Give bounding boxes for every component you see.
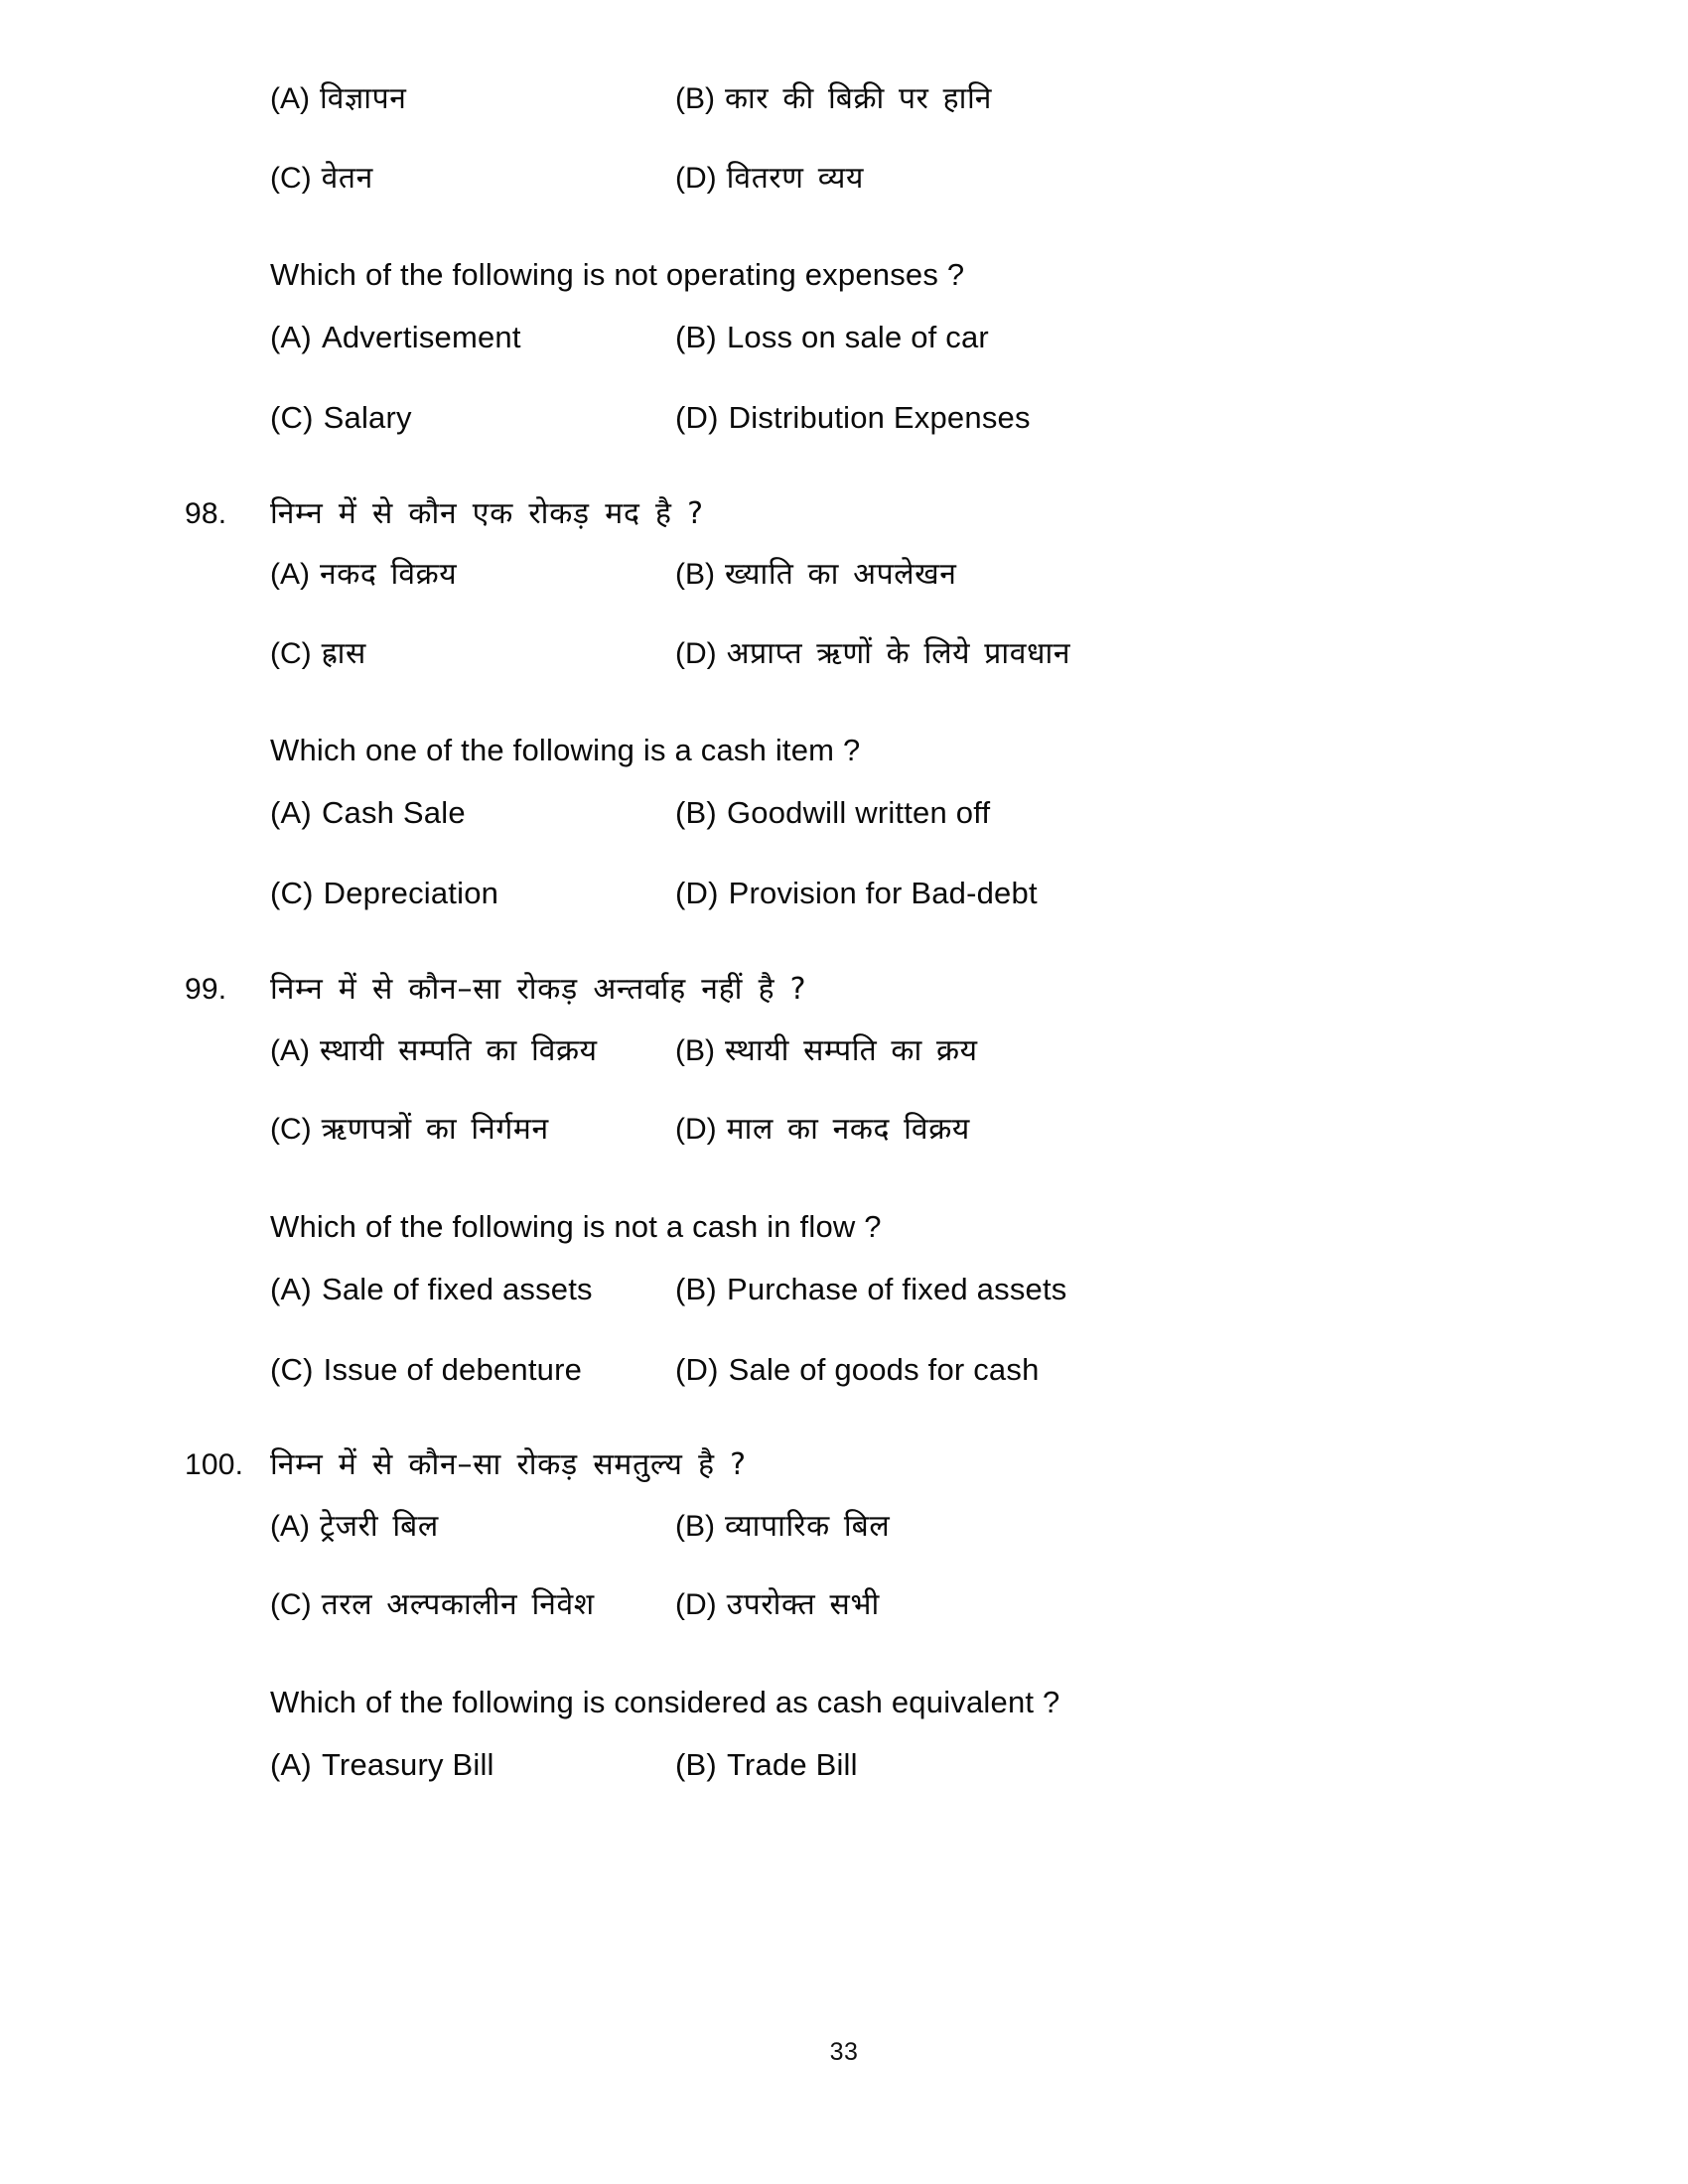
option-c[interactable] (270, 1566, 675, 1635)
option-label: (A) (270, 319, 312, 354)
option-b[interactable] (675, 1022, 1509, 1091)
option-text: Issue of debenture (323, 1351, 583, 1387)
option-text: Sale of goods for cash (728, 1351, 1040, 1387)
option-c[interactable] (270, 139, 675, 208)
option-text: कार की बिक्री पर हानि (725, 81, 992, 116)
option-a[interactable] (270, 308, 675, 378)
option-text: व्यापारिक बिल (725, 1508, 891, 1544)
option-text: ट्रेजरी बिल (320, 1508, 439, 1544)
question-block-99 (179, 968, 1509, 1400)
option-label: (B) (675, 1271, 717, 1306)
option-c[interactable] (270, 854, 675, 924)
option-text: Salary (323, 399, 412, 435)
option-a[interactable] (270, 545, 675, 614)
question-number: 99. (185, 973, 227, 1007)
options-english (270, 1260, 1509, 1401)
option-label: (A) (270, 82, 310, 115)
option-d[interactable] (675, 854, 1509, 924)
option-a[interactable] (270, 1022, 675, 1091)
option-a[interactable] (270, 1497, 675, 1567)
option-text: माल का नकद विक्रय (726, 1112, 970, 1148)
options-hindi (270, 1022, 1509, 1160)
option-label: (D) (675, 161, 717, 195)
options-hindi-partial (270, 69, 1509, 207)
question-text-hindi: निम्न में से कौन एक रोकड़ मद है ? (270, 495, 704, 531)
option-label: (C) (270, 161, 312, 195)
option-a[interactable] (270, 1735, 675, 1806)
option-b[interactable] (675, 69, 1509, 139)
option-label: (A) (270, 1033, 310, 1067)
option-label: (B) (675, 1746, 717, 1782)
option-b[interactable] (675, 783, 1509, 854)
option-label: (D) (675, 1351, 719, 1387)
option-text: ख्याति का अपलेखन (725, 557, 957, 593)
question-text-english: Which of the following is considered as cash equivalent ? (270, 1684, 1060, 1719)
option-text: अप्राप्त ऋणों के लिये प्रावधान (726, 635, 1071, 671)
option-label: (B) (675, 1509, 715, 1543)
option-label: (C) (270, 1588, 312, 1622)
options-english (270, 1735, 1509, 1806)
option-d[interactable] (675, 1566, 1509, 1635)
option-label: (B) (675, 319, 717, 354)
option-label: (A) (270, 558, 310, 592)
page-number: 33 (829, 2038, 859, 2066)
option-c[interactable] (270, 1330, 675, 1401)
option-text: Sale of fixed assets (321, 1271, 593, 1306)
option-label: (C) (270, 876, 314, 911)
option-label: (D) (675, 1588, 717, 1622)
option-d[interactable] (675, 614, 1509, 684)
option-text: ह्रास (321, 635, 366, 671)
options-hindi (270, 1497, 1509, 1635)
question-text-english: Which one of the following is a cash item ? (270, 733, 861, 768)
option-text: विज्ञापन (320, 81, 407, 116)
option-a[interactable] (270, 783, 675, 854)
option-label: (A) (270, 1746, 312, 1782)
option-text: ऋणपत्रों का निर्गमन (321, 1112, 549, 1148)
option-text: वितरण व्यय (726, 160, 864, 196)
question-text-english-partial: Which of the following is not operating expenses ? (270, 257, 965, 292)
option-c[interactable] (270, 614, 675, 684)
option-text: Cash Sale (321, 795, 466, 831)
question-heading (179, 492, 1509, 536)
option-text: वेतन (321, 160, 373, 196)
option-text: Depreciation (323, 876, 499, 911)
option-b[interactable] (675, 545, 1509, 614)
option-label: (D) (675, 1113, 717, 1147)
option-text: Goodwill written off (726, 795, 991, 831)
option-text: स्थायी सम्पति का क्रय (725, 1032, 978, 1068)
options-hindi (270, 545, 1509, 683)
option-label: (D) (675, 399, 719, 435)
option-b[interactable] (675, 1735, 1509, 1806)
question-heading (179, 968, 1509, 1012)
option-label: (A) (270, 1509, 310, 1543)
option-text: Trade Bill (726, 1746, 858, 1782)
option-text: Distribution Expenses (728, 399, 1031, 435)
option-text: Purchase of fixed assets (726, 1271, 1067, 1306)
option-label: (D) (675, 876, 719, 911)
option-text: Advertisement (321, 319, 521, 354)
question-block-partial (179, 69, 1509, 449)
question-number: 100. (185, 1448, 244, 1482)
option-label: (B) (675, 558, 715, 592)
option-label: (A) (270, 1271, 312, 1306)
option-text: Provision for Bad-debt (728, 876, 1038, 911)
option-b[interactable] (675, 1497, 1509, 1567)
option-d[interactable] (675, 1330, 1509, 1401)
options-english (270, 783, 1509, 924)
option-text: Loss on sale of car (726, 319, 989, 354)
option-b[interactable] (675, 308, 1509, 378)
option-a[interactable] (270, 69, 675, 139)
question-block-98 (179, 492, 1509, 924)
option-label: (A) (270, 795, 312, 831)
option-d[interactable] (675, 378, 1509, 449)
option-label: (B) (675, 795, 717, 831)
option-label: (C) (270, 1113, 312, 1147)
options-english-partial (270, 308, 1509, 449)
option-text: तरल अल्पकालीन निवेश (321, 1587, 595, 1623)
option-c[interactable] (270, 1090, 675, 1160)
question-text-hindi: निम्न में से कौन–सा रोकड़ समतुल्य है ? (270, 1447, 747, 1483)
question-number: 98. (185, 496, 227, 530)
question-heading (179, 1443, 1509, 1487)
option-text: Treasury Bill (321, 1746, 494, 1782)
option-b[interactable] (675, 1260, 1509, 1330)
question-block-100 (179, 1443, 1509, 1805)
option-label: (B) (675, 82, 715, 115)
option-text: नकद विक्रय (320, 557, 458, 593)
option-label: (C) (270, 636, 312, 670)
option-label: (C) (270, 1351, 314, 1387)
option-label: (B) (675, 1033, 715, 1067)
option-label: (D) (675, 636, 717, 670)
option-a[interactable] (270, 1260, 675, 1330)
question-text-english: Which of the following is not a cash in flow ? (270, 1208, 882, 1244)
option-label: (C) (270, 399, 314, 435)
option-text: स्थायी सम्पति का विक्रय (320, 1032, 598, 1068)
option-d[interactable] (675, 139, 1509, 208)
question-text-hindi: निम्न में से कौन–सा रोकड़ अन्तर्वाह नहीं है ? (270, 972, 807, 1008)
option-d[interactable] (675, 1090, 1509, 1160)
option-text: उपरोक्त सभी (726, 1587, 880, 1623)
option-c[interactable] (270, 378, 675, 449)
